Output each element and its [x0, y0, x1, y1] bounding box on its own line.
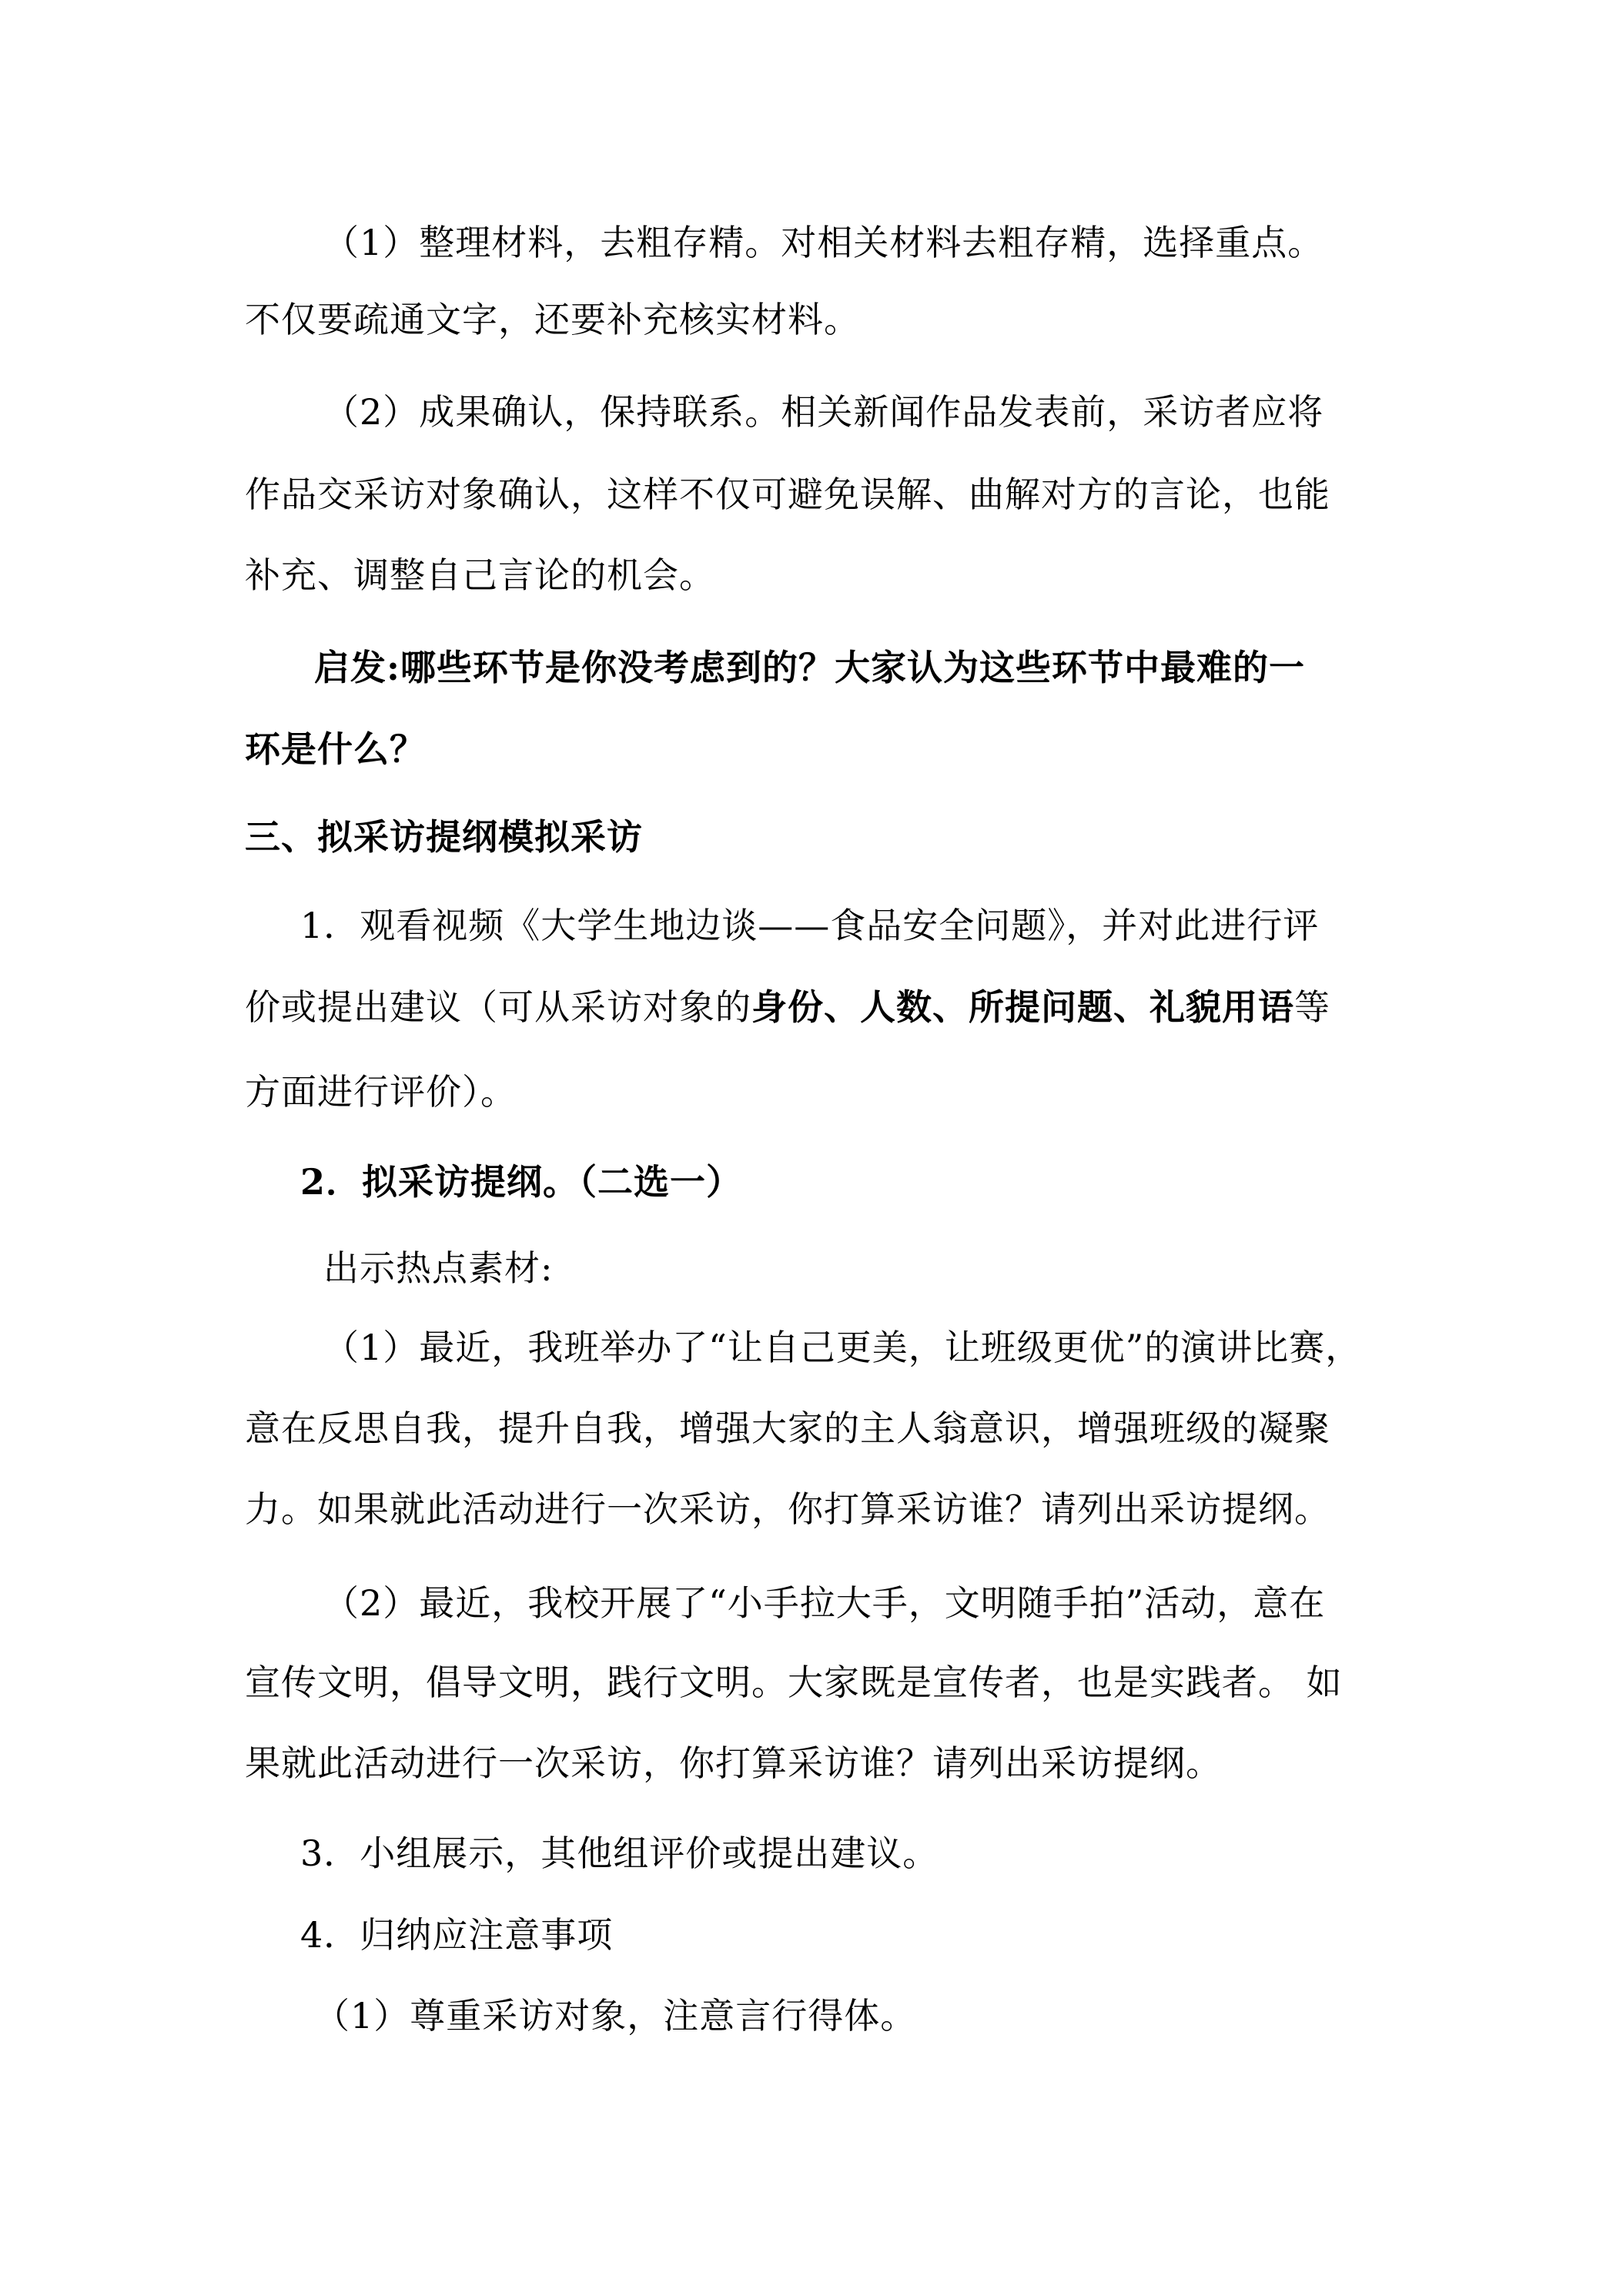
inspiration-line: 环是什么？	[245, 728, 426, 770]
paragraph-line: 出示热点素材:	[323, 1247, 554, 1289]
inspiration-line: 启发:哪些环节是你没考虑到的？大家认为这些环节中最难的一	[314, 647, 1305, 688]
paragraph-line: 作品交采访对象确认，这样不仅可避免误解、曲解对方的言论，也能	[245, 474, 1330, 515]
list-item: 3．小组展示，其他组评价或提出建议。	[300, 1832, 939, 1874]
paragraph-line	[245, 984, 1330, 1030]
paragraph-line: 补充、调整自己言论的机会。	[245, 554, 715, 596]
paragraph-line: （1）整理材料，去粗存精。对相关材料去粗存精，选择重点。	[323, 222, 1324, 263]
paragraph-line: 果就此活动进行一次采访，你打算采访谁？请列出采访提纲。	[245, 1742, 1222, 1784]
text-run: 价或提出建议（可从采访对象的	[245, 986, 751, 1028]
paragraph-line: 方面进行评价）。	[245, 1071, 517, 1113]
paragraph-line: （2）最近，我校开展了“小手拉大手，文明随手拍”活动，意在	[323, 1582, 1326, 1624]
list-item: 4．归纳应注意事项	[300, 1914, 614, 1956]
list-item: 1．观看视频《大学生地边谈——食品安全问题》，并对此进行评	[300, 905, 1320, 946]
paragraph-line: 宣传文明，倡导文明，践行文明。大家既是宣传者，也是实践者。 如	[245, 1662, 1343, 1703]
paragraph-line: （1）最近，我班举办了“让自己更美，让班级更优”的演讲比赛，	[323, 1327, 1362, 1368]
paragraph-line: 不仅要疏通文字，还要补充核实材料。	[245, 299, 860, 340]
list-item: （1）尊重采访对象，注意言行得体。	[314, 1995, 917, 2037]
paragraph-line: （2）成果确认，保持联系。相关新闻作品发表前，采访者应将	[323, 391, 1324, 433]
paragraph-line: 意在反思自我，提升自我，增强大家的主人翁意识，增强班级的凝聚	[245, 1407, 1330, 1449]
bold-text-run: 身份、人数、所提问题、礼貌用语	[751, 986, 1294, 1028]
text-run: 等	[1294, 986, 1330, 1028]
section-heading: 三、拟采访提纲模拟采访	[245, 816, 643, 858]
list-item: 2．拟采访提纲。（二选一）	[300, 1161, 743, 1203]
paragraph-line: 力。如果就此活动进行一次采访，你打算采访谁？请列出采访提纲。	[245, 1488, 1330, 1530]
